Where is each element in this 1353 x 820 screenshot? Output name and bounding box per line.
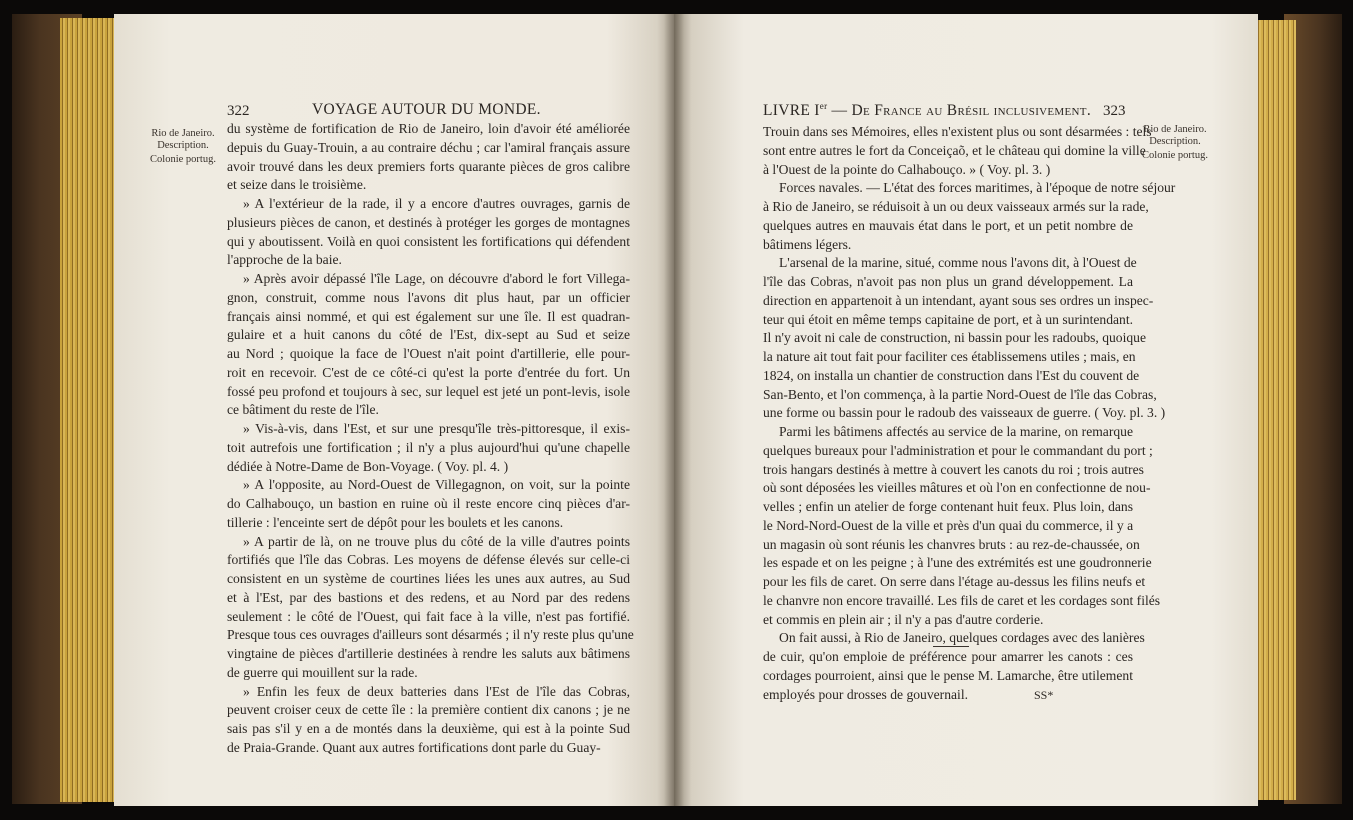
text-line: San-Bento, et l'on commença, à la partie Nord-Ouest de l'île das Cobras, [763,386,1157,402]
margin-note: Colonie portug. [150,154,216,165]
text-line: pour les fils de caret. On serre dans l'étage au-dessus les filins neufs et [763,574,1146,589]
text-line: L'arsenal de la marine, situé, comme nous l'avons dit, à l'Ouest de [779,255,1137,271]
text-line: les espade et on les peigne ; à l'une des extrémités est une goudronnerie [763,555,1152,571]
text-line: le chanvre non encore travaillé. Les fils de caret et les cordages sont filés [763,592,1161,608]
text-line: plusieurs pièces de canon, et destinés à protéger les gorges de montagnes [227,214,630,230]
text-line: et commis en plein air ; il n'y a pas d'autre corderie. [763,611,1044,627]
text-line: de cuir, qu'on emploie de préférence pour amarrer les canots : ces [763,649,1133,664]
left-page-text [227,120,634,758]
printer-signature: SS* [1034,688,1054,702]
text-line: un magasin où sont réunis les chanvres bruts : au rez-de-chaussée, on [763,536,1140,552]
text-line: depuis du Guay-Trouin, a au contraire déchu ; car l'amiral français assure [227,139,630,155]
page-edges-right [1256,20,1296,800]
text-line: ce bâtiment du reste de l'île. [227,402,379,418]
text-line: quelques autres en mauvais état dans le port, et un petit nombre de [763,217,1133,233]
text-line: direction en appartenoit à un intendant, ayant sous ses ordres un inspec- [763,292,1154,308]
text-line: et à l'Est, par des bastions et des redens, et au Nord par des redens [227,589,630,605]
text-line: quelques bureaux pour l'administration et pour le commandant du port ; [763,442,1153,458]
text-line: avoir trouvé dans les deux premiers forts quarante pièces de gros calibre [227,158,630,174]
running-head-text: LIVRE Ier — De France au Brésil inclusivement. [763,101,1091,120]
text-line: Presque tous ces ouvrages d'ailleurs sont désarmés ; il n'y reste plus qu'une [227,627,634,643]
text-line: teur qui étoit en même temps capitaine de port, et à un surintendant. [763,311,1133,327]
text-line: où sont déposées les vieilles mâtures et où l'on en confectionne de nou- [763,480,1151,496]
text-line: peuvent croiser ceux de cette île : la première contient dix canons ; je ne [227,702,630,718]
text-line: fossé peu profond et toujours à sec, sur lequel est jeté un pont-levis, isole [227,383,630,399]
text-line: do Calhabouço, un bastion en ruine où il reste encore cinq pièces d'ar- [227,496,630,511]
right-running-head [763,101,1091,120]
margin-note: Description. [1149,135,1201,147]
text-line: dédiée à Notre-Dame de Bon-Voyage. ( Voy. pl. 4. ) [227,458,509,474]
text-line: » Vis-à-vis, dans l'Est, et sur une presqu'île très-pittoresque, il exis- [243,421,630,436]
text-line: trois hangars destinés à mettre à couvert les canots du roi ; trois autres [763,461,1144,477]
text-line: tillerie : l'enceinte sert de dépôt pour les boulets et les canons. [227,514,564,530]
text-line: Il n'y avoit ni cale de construction, ni bassin pour les radoubs, quoique [763,330,1146,346]
right-folio: 323 [1103,103,1126,119]
text-line: Parmi les bâtimens affectés au service de la marine, on remarque [779,424,1133,439]
end-rule [933,646,969,647]
text-line: » Enfin les feux de deux batteries dans l'Est de l'île das Cobras, [243,683,630,699]
text-line: cordages pourroient, ainsi que le pense M. Lamarche, être utilement [763,667,1133,683]
text-line: gulaire et a huit canons du côté de l'Est, dix-sept au Sud et seize [227,327,630,343]
text-line: » A partir de là, on ne trouve plus du côté de la ville d'autres points [243,533,630,549]
text-line: l'approche de la baie. [227,252,342,268]
text-line: une forme ou bassin pour le radoub des vaisseaux de guerre. ( Voy. pl. 3. ) [763,405,1166,421]
text-line: employés pour drosses de gouvernail. [763,686,968,702]
text-line: sont entre autres le fort da Conceiçaõ, et le château qui domine la ville [763,142,1146,158]
text-line: » Après avoir dépassé l'île Lage, on découvre d'abord le fort Villega- [243,271,630,286]
margin-note: Colonie portug. [1142,150,1208,161]
left-margin-notes [142,128,224,166]
text-line: Forces navales. — L'état des forces maritimes, à l'époque de notre séjour [779,180,1176,196]
text-line: la nature ait tout fait pour faciliter ces établissemens utiles ; mais, en [763,349,1136,364]
text-line: au Nord ; quoique la face de l'Ouest n'ait point d'artillerie, elle pour- [227,346,630,361]
margin-note: Description. [157,139,209,151]
text-line: Trouin dans ses Mémoires, elles n'existent plus ou sont désarmées : tels [763,124,1152,139]
text-line: » A l'extérieur de la rade, il y a encore d'autres ouvrages, garnis de [243,196,630,211]
text-line: du système de fortification de Rio de Janeiro, loin d'avoir été améliorée [227,121,630,136]
text-line: roit en recevoir. C'est de ce côté-ci qu'est la porte d'entrée du fort. Un [227,364,630,380]
text-line: à l'Ouest de la pointe do Calhabouço. » ( Voy. pl. 3. ) [763,161,1051,177]
text-line: l'île das Cobras, n'avoit pas non plus un grand développement. La [763,274,1133,289]
margin-note: Rio de Janeiro. [151,128,215,139]
text-line: de Praia-Grande. Quant aux autres fortifications dont parle du Guay- [227,739,601,755]
text-line: consistent en un système de courtines liées les unes aux autres, au Sud [227,571,630,586]
text-line: qui y aboutissent. Voilà en quoi consistent les fortifications qui défendent [227,233,630,249]
text-line: de guerre qui mouillent sur la rade. [227,664,418,680]
text-line: sais pas s'il y en a de montés dans la deuxième, qui est à la pointe Sud [227,721,630,736]
text-line: bâtimens légers. [763,236,852,252]
text-line: gnon, construit, comme nous l'avons dit plus haut, par un officier [227,289,630,305]
text-line: On fait aussi, à Rio de Janeiro, quelques cordages avec des lanières [779,630,1145,646]
text-line: » A l'opposite, au Nord-Ouest de Villegagnon, on voit, sur la pointe [243,477,630,493]
margin-note: Rio de Janeiro. [1143,124,1207,135]
text-line: français ainsi nommé, et qui est également sur une île. Il est quadran- [227,308,630,324]
text-line: seulement : le côté de l'Ouest, qui fait face à la ville, n'est pas fortifié. [227,608,630,624]
text-line: velles ; enfin un atelier de forge contenant huit feux. Plus loin, dans [763,499,1133,514]
page-edges-left [60,18,118,802]
text-line: 1824, on installa un chantier de construction dans l'Est du couvent de [763,367,1140,383]
text-line: fortifiés que l'île das Cobras. Les moyens de défense élevés sur celle-ci [227,552,630,568]
text-line: et seize dans le troisième. [227,177,367,193]
text-line: toit autrefois une fortification ; il n'y a plus aujourd'hui qu'une chapelle [227,439,630,455]
text-line: à Rio de Janeiro, se réduisoit à un ou deux vaisseaux armés sur la rade, [763,199,1149,214]
left-folio: 322 [227,103,250,119]
book-gutter [664,14,684,806]
text-line: le Nord-Nord-Ouest de la ville et près d'un quai du commerce, il y a [763,517,1134,533]
left-running-head: VOYAGE AUTOUR DU MONDE. [312,101,541,118]
text-line: vingtaine de pièces d'artillerie destinées à rendre les saluts aux bâtimens [227,646,630,661]
